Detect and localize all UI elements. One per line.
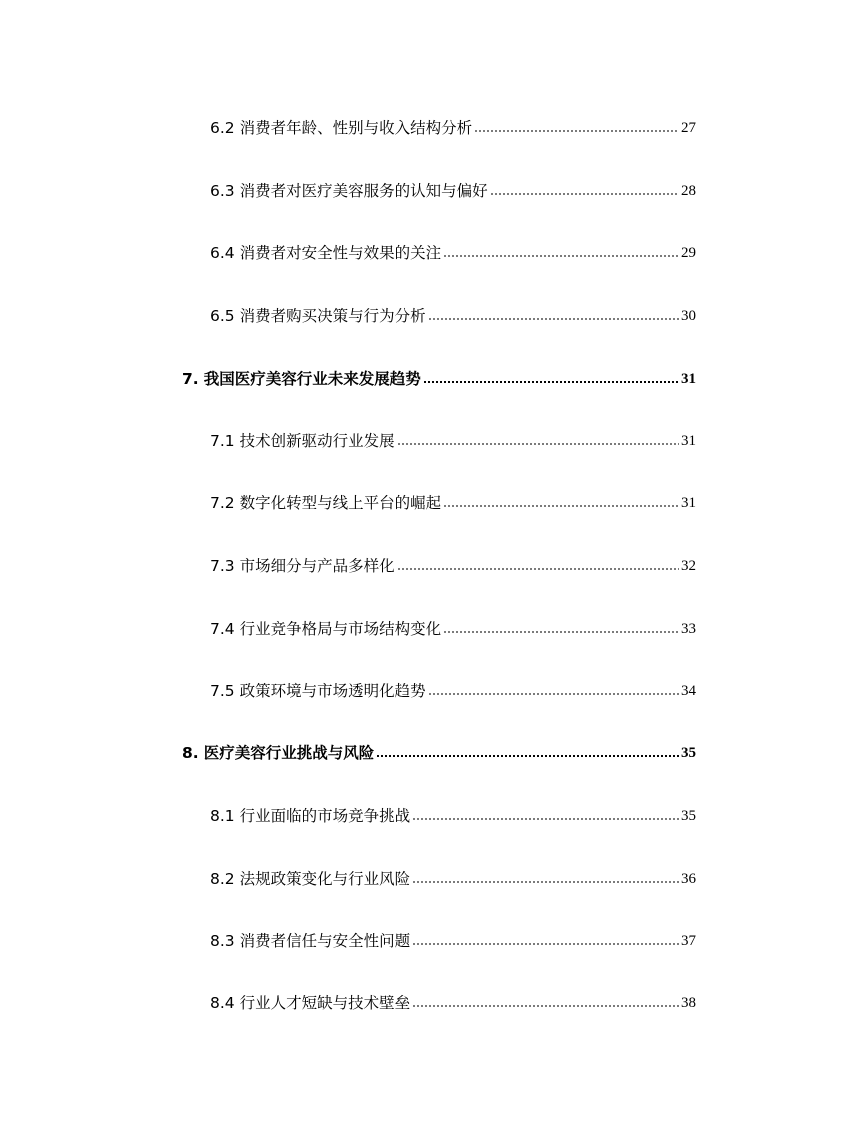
toc-entry-number: 6.5	[210, 307, 235, 325]
toc-entry-6-5[interactable]	[210, 304, 696, 328]
toc-entry-8-1[interactable]	[210, 804, 696, 828]
toc-entry-title	[182, 741, 374, 765]
dot-leader	[397, 441, 679, 447]
toc-entry-text: 消费者信任与安全性问题	[239, 932, 411, 950]
toc-entry-6-4[interactable]	[210, 241, 696, 265]
toc-entry-title	[210, 116, 472, 140]
toc-entry-text: 消费者购买决策与行为分析	[239, 307, 426, 325]
toc-entry-page: 29	[681, 245, 696, 261]
toc-entry-title	[210, 491, 441, 515]
dot-leader	[397, 566, 679, 572]
toc-entry-title	[210, 804, 410, 828]
toc-entry-7-4[interactable]	[210, 617, 696, 641]
toc-entry-title	[210, 679, 426, 703]
toc-entry-number: 8.	[182, 744, 199, 762]
toc-entry-number: 6.2	[210, 119, 235, 137]
toc-entry-number: 7.	[182, 370, 199, 388]
toc-entry-page: 34	[681, 683, 696, 699]
toc-entry-number: 8.2	[210, 870, 235, 888]
toc-entry-page: 35	[681, 808, 696, 824]
toc-entry-7-2[interactable]	[210, 491, 696, 515]
toc-entry-text: 数字化转型与线上平台的崛起	[239, 494, 442, 512]
toc-entry-number: 8.1	[210, 807, 235, 825]
toc-entry-number: 7.3	[210, 557, 235, 575]
toc-entry-text: 行业面临的市场竞争挑战	[239, 807, 411, 825]
toc-entry-title	[210, 429, 395, 453]
dot-leader	[490, 191, 679, 197]
toc-entry-7-3[interactable]	[210, 554, 696, 578]
toc-entry-title	[182, 367, 421, 391]
dot-leader	[423, 379, 679, 385]
dot-leader	[443, 503, 679, 509]
toc-entry-page: 32	[681, 558, 696, 574]
toc-entry-number: 7.1	[210, 432, 235, 450]
toc-entry-7[interactable]	[182, 367, 696, 391]
toc-entry-page: 33	[681, 621, 696, 637]
toc-entry-page: 38	[681, 995, 696, 1011]
toc-entry-page: 27	[681, 120, 696, 136]
toc-entry-8-3[interactable]	[210, 929, 696, 953]
toc-entry-number: 7.5	[210, 682, 235, 700]
toc-entry-page: 31	[681, 371, 696, 387]
toc-entry-page: 37	[681, 933, 696, 949]
toc-entry-number: 6.3	[210, 182, 235, 200]
dot-leader	[443, 253, 679, 259]
dot-leader	[412, 1003, 679, 1009]
dot-leader	[412, 879, 679, 885]
toc-entry-text: 技术创新驱动行业发展	[239, 432, 395, 450]
toc-entry-text: 行业人才短缺与技术壁垒	[239, 994, 411, 1012]
toc-entry-title	[210, 991, 410, 1015]
toc-entry-text: 医疗美容行业挑战与风险	[203, 744, 375, 762]
dot-leader	[443, 629, 679, 635]
toc-entry-8-2[interactable]	[210, 867, 696, 891]
toc-entry-text: 消费者对医疗美容服务的认知与偏好	[239, 182, 488, 200]
toc-entry-text: 我国医疗美容行业未来发展趋势	[203, 370, 421, 388]
toc-entry-text: 政策环境与市场透明化趋势	[239, 682, 426, 700]
dot-leader	[428, 691, 679, 697]
toc-entry-number: 8.4	[210, 994, 235, 1012]
toc-entry-text: 行业竞争格局与市场结构变化	[239, 620, 442, 638]
toc-entry-page: 31	[681, 433, 696, 449]
toc-entry-text: 法规政策变化与行业风险	[239, 870, 411, 888]
toc-entry-title	[210, 867, 410, 891]
toc-entry-title	[210, 179, 488, 203]
toc-entry-number: 7.4	[210, 620, 235, 638]
toc-entry-text: 消费者年龄、性别与收入结构分析	[239, 119, 473, 137]
toc-entry-page: 36	[681, 871, 696, 887]
toc-entry-number: 8.3	[210, 932, 235, 950]
toc-entry-title	[210, 241, 441, 265]
dot-leader	[376, 753, 679, 759]
toc-entry-title	[210, 554, 395, 578]
toc-entry-8-4[interactable]	[210, 991, 696, 1015]
dot-leader	[474, 128, 679, 134]
toc-entry-6-2[interactable]	[210, 116, 696, 140]
dot-leader	[428, 316, 679, 322]
toc-entry-number: 6.4	[210, 244, 235, 262]
toc-entry-6-3[interactable]	[210, 179, 696, 203]
toc-entry-text: 消费者对安全性与效果的关注	[239, 244, 442, 262]
toc-entry-number: 7.2	[210, 494, 235, 512]
toc-entry-title	[210, 617, 441, 641]
toc-entry-8[interactable]	[182, 741, 696, 765]
toc-entry-text: 市场细分与产品多样化	[239, 557, 395, 575]
toc-entry-title	[210, 304, 426, 328]
toc-entry-title	[210, 929, 410, 953]
toc-entry-page: 30	[681, 308, 696, 324]
toc-entry-page: 31	[681, 495, 696, 511]
toc-entry-page: 35	[681, 745, 696, 761]
dot-leader	[412, 816, 679, 822]
toc-entry-7-5[interactable]	[210, 679, 696, 703]
toc-entry-page: 28	[681, 183, 696, 199]
toc-entry-7-1[interactable]	[210, 429, 696, 453]
dot-leader	[412, 941, 679, 947]
